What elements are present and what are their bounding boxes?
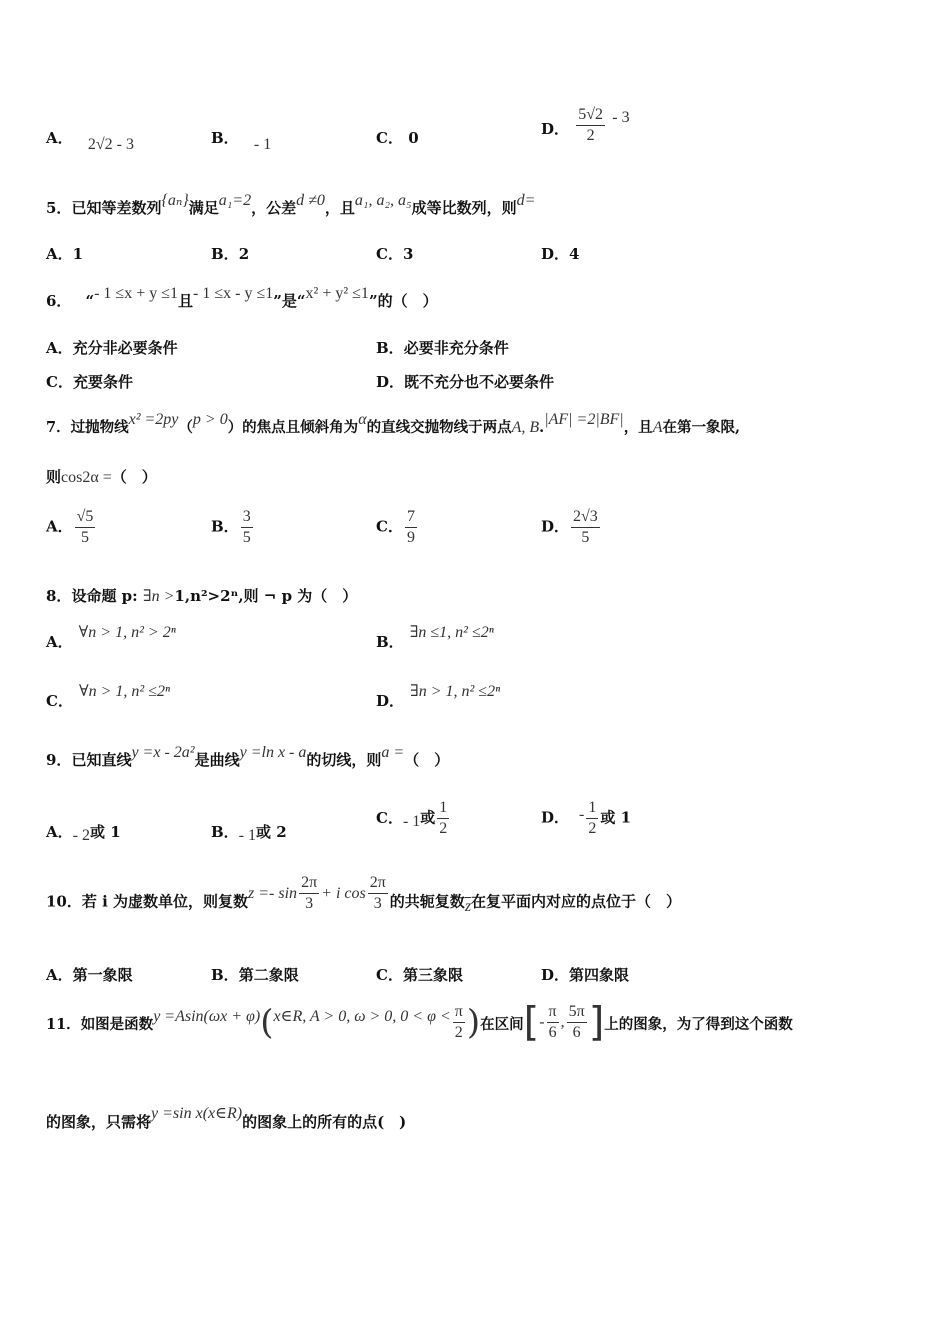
q8-option-c[interactable]: C．∀n > 1, n² ≤2ⁿ — [46, 683, 171, 710]
q4-option-a[interactable]: A． 2√2 - 3 — [46, 129, 134, 153]
q8-option-a[interactable]: A．∀n > 1, n² > 2ⁿ — [46, 624, 176, 651]
q8-option-b[interactable]: B．∃n ≤1, n² ≤2ⁿ — [376, 624, 494, 651]
question-7-line2: 则cos2α =（ ） — [46, 468, 157, 486]
q5-option-a[interactable]: A．1 — [46, 245, 84, 263]
question-9: 9．已知直线y =x - 2a²是曲线y =ln x - a的切线，则a =（ ） — [46, 744, 450, 769]
q7-option-d[interactable]: D． $\frac{2√3}{5}$ — [541, 508, 598, 546]
question-11-line2: 的图象，只需将y =sin x(x∈R)的图象上的所有的点( ) — [46, 1105, 407, 1131]
q4-option-b[interactable]: B． - 1 — [211, 129, 272, 153]
q9-option-c[interactable]: C．- 1或 $\frac{1}{2}$ — [376, 799, 448, 837]
q6-option-d[interactable]: D．既不充分也不必要条件 — [376, 373, 555, 391]
question-5: 5．已知等差数列{aₙ}满足a₁=2，公差d ≠0，且a₁, a₂, a₅成等比数列，则d= — [46, 192, 536, 217]
question-7: 7．过抛物线x² =2py（p > 0）的焦点且倾斜角为α的直线交抛物线于两点A, B.|AF| =2|BF|，且A在第一象限, — [46, 411, 741, 436]
q10-option-c[interactable]: C．第三象限 — [376, 966, 463, 984]
q6-option-b[interactable]: B．必要非充分条件 — [376, 339, 509, 357]
q6-option-c[interactable]: C．充要条件 — [46, 373, 133, 391]
q10-option-d[interactable]: D．第四象限 — [541, 966, 630, 984]
q7-option-a[interactable]: A． $\frac{√5}{5}$ — [46, 508, 94, 546]
q4-option-c[interactable]: C． 0 — [376, 129, 419, 147]
q5-option-c[interactable]: C．3 — [376, 245, 414, 263]
question-8: 8．设命题 p: ∃n >1,n²>2ⁿ,则 ¬ p 为（ ） — [46, 587, 358, 605]
q7-option-c[interactable]: C． $\frac{7}{9}$ — [376, 508, 415, 546]
question-10: 10．若 i 为虚数单位，则复数z =- sin $\frac{2\pi}{3}$ + i cos $\frac{2\pi}{3}$ 的共轭复数$\overline{z}$在复平面内对应的点位于（ ） — [46, 874, 682, 915]
q9-option-b[interactable]: B．- 1或 2 — [211, 823, 287, 844]
q4-d-fraction: $\frac{5√2}{2}$ — [578, 106, 604, 144]
q8-option-d[interactable]: D．∃n > 1, n² ≤2ⁿ — [376, 683, 501, 710]
q6-option-a[interactable]: A．充分非必要条件 — [46, 339, 178, 357]
q5-option-b[interactable]: B．2 — [211, 245, 250, 263]
q4-option-d[interactable]: D． $\frac{5√2}{2}$ - 3 — [541, 106, 630, 144]
q9-option-d[interactable]: D． - $\frac{1}{2}$ 或 1 — [541, 799, 632, 837]
question-6: 6． “- 1 ≤x + y ≤1且- 1 ≤x - y ≤1”是“x² + y² ≤1”的（ ） — [46, 285, 438, 310]
q10-option-a[interactable]: A．第一象限 — [46, 966, 133, 984]
q10-option-b[interactable]: B．第二象限 — [211, 966, 299, 984]
q7-option-b[interactable]: B． $\frac{3}{5}$ — [211, 508, 251, 546]
question-11: 11．如图是函数y =Asin(ωx + φ)(x∈R, A > 0, ω > 0, 0 < φ < $\frac{\pi}{2}$ )在区间[- $\frac{\pi}{6}$ , $\frac{5\pi}{6}$ ]上的图象，为了得到这个函数 — [46, 999, 793, 1046]
q9-option-a[interactable]: A．- 2或 1 — [46, 823, 121, 844]
q5-option-d[interactable]: D．4 — [541, 245, 580, 263]
